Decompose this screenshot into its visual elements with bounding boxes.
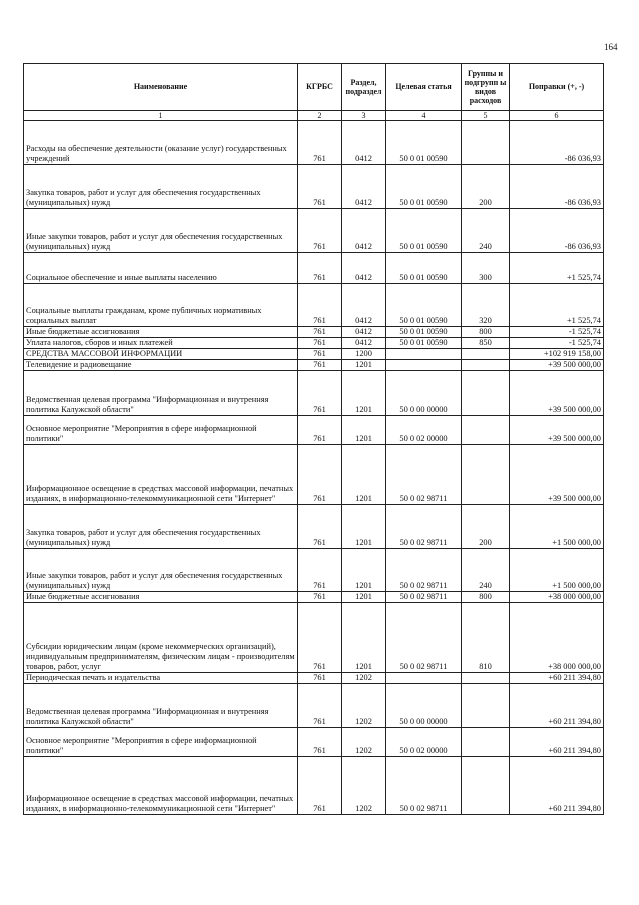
row-amount: +60 211 394,80 <box>510 728 604 757</box>
row-article: 50 0 00 00000 <box>386 371 462 416</box>
row-article <box>386 349 462 360</box>
row-kgrbs: 761 <box>298 603 342 673</box>
table-row <box>24 445 604 505</box>
row-amount: -86 036,93 <box>510 165 604 209</box>
row-kgrbs: 761 <box>298 371 342 416</box>
row-amount: -1 525,74 <box>510 327 604 338</box>
row-name: Иные бюджетные ассигнования <box>24 327 298 338</box>
row-group <box>462 445 510 505</box>
row-article: 50 0 00 00000 <box>386 684 462 728</box>
row-name: СРЕДСТВА МАССОВОЙ ИНФОРМАЦИИ <box>24 349 298 360</box>
row-group: 200 <box>462 505 510 549</box>
row-section: 0412 <box>342 121 386 165</box>
table-row <box>24 757 604 815</box>
row-kgrbs: 761 <box>298 360 342 371</box>
header-group: Группы и подгрупп ы видов расходов <box>462 64 510 111</box>
row-section: 0412 <box>342 284 386 327</box>
column-number: 2 <box>298 111 342 121</box>
header-kgrbs: КГРБС <box>298 64 342 111</box>
row-group: 240 <box>462 209 510 253</box>
column-number: 3 <box>342 111 386 121</box>
row-kgrbs: 761 <box>298 673 342 684</box>
row-name: Телевидение и радиовещание <box>24 360 298 371</box>
row-name: Иные бюджетные ассигнования <box>24 592 298 603</box>
row-amount: +39 500 000,00 <box>510 445 604 505</box>
table-row <box>24 603 604 673</box>
row-kgrbs: 761 <box>298 209 342 253</box>
table-row <box>24 505 604 549</box>
table-row <box>24 284 604 327</box>
row-article: 50 0 02 98711 <box>386 757 462 815</box>
table-row <box>24 673 604 684</box>
row-group <box>462 673 510 684</box>
row-group: 810 <box>462 603 510 673</box>
header-article: Целевая статья <box>386 64 462 111</box>
row-group <box>462 121 510 165</box>
row-name: Иные закупки товаров, работ и услуг для обеспечения государственных (муниципальных) нужд <box>24 209 298 253</box>
row-article: 50 0 01 00590 <box>386 253 462 284</box>
row-section: 0412 <box>342 209 386 253</box>
table-row <box>24 165 604 209</box>
page-number: 164 <box>604 42 618 52</box>
table-row <box>24 549 604 592</box>
table-row <box>24 684 604 728</box>
budget-amendments-table <box>23 63 604 815</box>
row-amount: +60 211 394,80 <box>510 673 604 684</box>
table-row <box>24 209 604 253</box>
row-kgrbs: 761 <box>298 349 342 360</box>
column-number: 5 <box>462 111 510 121</box>
row-kgrbs: 761 <box>298 445 342 505</box>
row-section: 1201 <box>342 371 386 416</box>
row-kgrbs: 761 <box>298 549 342 592</box>
row-kgrbs: 761 <box>298 284 342 327</box>
row-kgrbs: 761 <box>298 338 342 349</box>
row-article: 50 0 02 00000 <box>386 728 462 757</box>
row-kgrbs: 761 <box>298 728 342 757</box>
row-name: Ведомственная целевая программа "Информационная и внутренняя политика Калужской области" <box>24 371 298 416</box>
row-section: 1201 <box>342 416 386 445</box>
row-name: Закупка товаров, работ и услуг для обеспечения государственных (муниципальных) нужд <box>24 505 298 549</box>
table-row <box>24 338 604 349</box>
row-group: 320 <box>462 284 510 327</box>
row-amount: +39 500 000,00 <box>510 371 604 416</box>
header-amendment: Поправки (+, -) <box>510 64 604 111</box>
row-article: 50 0 02 98711 <box>386 445 462 505</box>
row-amount: +60 211 394,80 <box>510 684 604 728</box>
row-section: 0412 <box>342 327 386 338</box>
row-section: 0412 <box>342 338 386 349</box>
row-name: Уплата налогов, сборов и иных платежей <box>24 338 298 349</box>
row-amount: +39 500 000,00 <box>510 416 604 445</box>
row-kgrbs: 761 <box>298 684 342 728</box>
row-name: Периодическая печать и издательства <box>24 673 298 684</box>
row-amount: +38 000 000,00 <box>510 603 604 673</box>
row-section: 1202 <box>342 684 386 728</box>
table-row <box>24 371 604 416</box>
table-row <box>24 360 604 371</box>
row-article: 50 0 02 00000 <box>386 416 462 445</box>
row-section: 1201 <box>342 445 386 505</box>
row-article: 50 0 01 00590 <box>386 327 462 338</box>
row-name: Закупка товаров, работ и услуг для обеспечения государственных (муниципальных) нужд <box>24 165 298 209</box>
row-article: 50 0 01 00590 <box>386 284 462 327</box>
row-group: 800 <box>462 592 510 603</box>
row-article <box>386 673 462 684</box>
row-name: Ведомственная целевая программа "Информационная и внутренняя политика Калужской области" <box>24 684 298 728</box>
row-name: Основное мероприятие "Мероприятия в сфере информационной политики" <box>24 416 298 445</box>
row-group: 300 <box>462 253 510 284</box>
row-group: 850 <box>462 338 510 349</box>
row-group: 800 <box>462 327 510 338</box>
row-group <box>462 728 510 757</box>
row-name: Иные закупки товаров, работ и услуг для обеспечения государственных (муниципальных) нужд <box>24 549 298 592</box>
row-kgrbs: 761 <box>298 416 342 445</box>
row-article: 50 0 02 98711 <box>386 603 462 673</box>
row-kgrbs: 761 <box>298 757 342 815</box>
row-section: 0412 <box>342 253 386 284</box>
row-group <box>462 349 510 360</box>
row-section: 1202 <box>342 673 386 684</box>
row-group <box>462 757 510 815</box>
column-number: 6 <box>510 111 604 121</box>
table-row <box>24 121 604 165</box>
column-number: 4 <box>386 111 462 121</box>
row-group <box>462 371 510 416</box>
row-kgrbs: 761 <box>298 327 342 338</box>
table-row <box>24 327 604 338</box>
row-section: 1202 <box>342 757 386 815</box>
row-article: 50 0 02 98711 <box>386 505 462 549</box>
row-amount: +102 919 158,00 <box>510 349 604 360</box>
row-group: 240 <box>462 549 510 592</box>
row-amount: +1 500 000,00 <box>510 549 604 592</box>
row-amount: +1 500 000,00 <box>510 505 604 549</box>
row-kgrbs: 761 <box>298 121 342 165</box>
row-kgrbs: 761 <box>298 253 342 284</box>
row-section: 1201 <box>342 360 386 371</box>
row-kgrbs: 761 <box>298 165 342 209</box>
row-article: 50 0 01 00590 <box>386 209 462 253</box>
row-article: 50 0 02 98711 <box>386 549 462 592</box>
table-row <box>24 416 604 445</box>
row-name: Расходы на обеспечение деятельности (оказание услуг) государственных учреждений <box>24 121 298 165</box>
row-amount: +60 211 394,80 <box>510 757 604 815</box>
row-kgrbs: 761 <box>298 505 342 549</box>
row-article: 50 0 01 00590 <box>386 338 462 349</box>
row-section: 1202 <box>342 728 386 757</box>
table-row <box>24 592 604 603</box>
row-name: Социальные выплаты гражданам, кроме публичных нормативных социальных выплат <box>24 284 298 327</box>
row-article: 50 0 01 00590 <box>386 121 462 165</box>
row-amount: +1 525,74 <box>510 253 604 284</box>
table-row <box>24 349 604 360</box>
row-group <box>462 360 510 371</box>
row-amount: -86 036,93 <box>510 121 604 165</box>
row-group <box>462 416 510 445</box>
row-group <box>462 684 510 728</box>
row-article: 50 0 01 00590 <box>386 165 462 209</box>
row-section: 0412 <box>342 165 386 209</box>
row-section: 1201 <box>342 592 386 603</box>
header-name: Наименование <box>24 64 298 111</box>
row-amount: +1 525,74 <box>510 284 604 327</box>
row-name: Социальное обеспечение и иные выплаты населению <box>24 253 298 284</box>
row-amount: -1 525,74 <box>510 338 604 349</box>
header-section: Раздел, подраздел <box>342 64 386 111</box>
row-name: Информационное освещение в средствах массовой информации, печатных изданиях, в информационно-телекоммуникационной сети "Интернет" <box>24 757 298 815</box>
row-section: 1201 <box>342 603 386 673</box>
header-row <box>24 64 604 111</box>
row-section: 1200 <box>342 349 386 360</box>
row-group: 200 <box>462 165 510 209</box>
row-article: 50 0 02 98711 <box>386 592 462 603</box>
row-article <box>386 360 462 371</box>
row-section: 1201 <box>342 549 386 592</box>
row-amount: +38 000 000,00 <box>510 592 604 603</box>
row-name: Информационное освещение в средствах массовой информации, печатных изданиях, в информационно-телекоммуникационной сети "Интернет" <box>24 445 298 505</box>
row-amount: +39 500 000,00 <box>510 360 604 371</box>
column-number-row <box>24 111 604 121</box>
row-name: Субсидии юридическим лицам (кроме некоммерческих организаций), индивидуальным предпринимателям, физическим лицам - производителям товаров, работ, услуг <box>24 603 298 673</box>
row-kgrbs: 761 <box>298 592 342 603</box>
row-name: Основное мероприятие "Мероприятия в сфере информационной политики" <box>24 728 298 757</box>
table-row <box>24 728 604 757</box>
table-row <box>24 253 604 284</box>
row-section: 1201 <box>342 505 386 549</box>
row-amount: -86 036,93 <box>510 209 604 253</box>
column-number: 1 <box>24 111 298 121</box>
